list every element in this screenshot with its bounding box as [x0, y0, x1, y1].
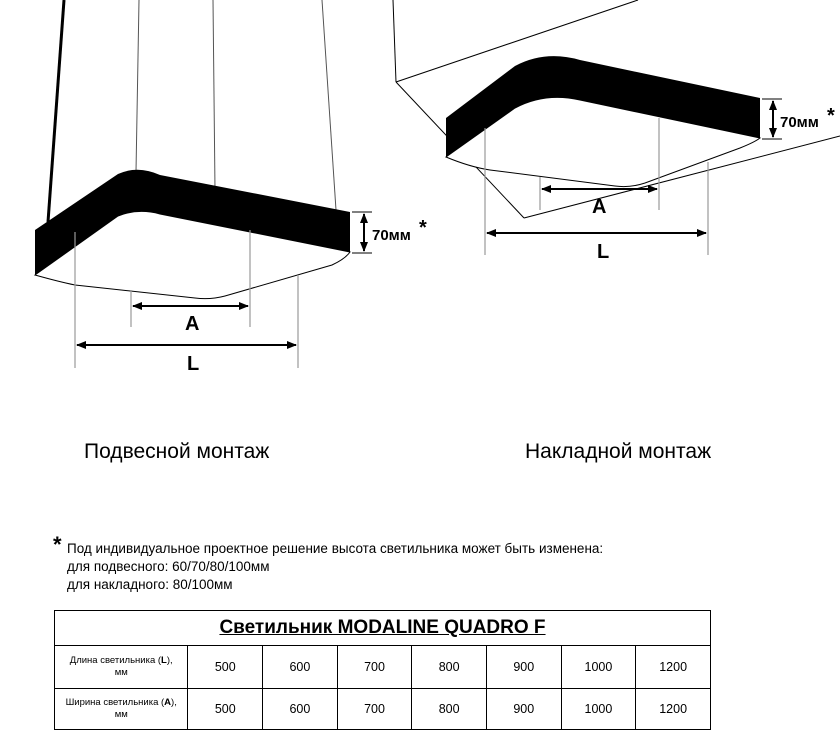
power-cable: [48, 0, 64, 222]
suspended-luminaire: [35, 0, 427, 375]
row-label-width: [55, 689, 188, 730]
suspension-cable: [213, 0, 215, 190]
footnote-line-3: для накладного: 80/100мм: [67, 577, 233, 592]
table-cell: 1000: [561, 689, 636, 730]
row-label-suffix: ),: [166, 655, 173, 666]
table-cell: 800: [412, 646, 487, 689]
table-cell: 900: [486, 646, 561, 689]
table-cell: 700: [337, 689, 412, 730]
table-title: Светильник MODALINE QUADRO F: [55, 611, 711, 646]
table-row-width: [55, 689, 711, 730]
spec-table: [54, 610, 711, 730]
table-cell: 800: [412, 689, 487, 730]
table-cell: 1200: [636, 689, 711, 730]
footnote: [53, 532, 604, 594]
height-asterisk: *: [419, 217, 427, 239]
table-row-length: [55, 646, 711, 689]
footnote-asterisk: *: [53, 532, 62, 557]
ceiling-edge: [393, 0, 396, 82]
width-label: A: [185, 313, 200, 335]
row-label-text: Ширина светильника (: [65, 697, 165, 708]
row-label-key: A: [164, 697, 172, 708]
height-label: 70мм: [780, 114, 819, 131]
row-label-suffix: ),: [171, 697, 177, 708]
table-cell: 500: [188, 646, 263, 689]
suspension-cable: [136, 0, 139, 172]
surface-luminaire: [393, 0, 840, 263]
length-label: L: [597, 241, 610, 263]
row-label-length: [55, 646, 188, 689]
height-label: 70мм: [372, 227, 411, 244]
caption-surface: Накладной монтаж: [525, 440, 712, 463]
length-label: L: [187, 353, 200, 375]
table-cell: 900: [486, 689, 561, 730]
width-label: A: [592, 196, 607, 218]
table-cell: 1000: [561, 646, 636, 689]
table-cell: 600: [263, 689, 338, 730]
caption-suspended: Подвесной монтаж: [84, 440, 270, 463]
footnote-line-2: для подвесного: 60/70/80/100мм: [67, 559, 270, 574]
table-cell: 1200: [636, 646, 711, 689]
height-asterisk: *: [827, 105, 835, 127]
table-cell: 700: [337, 646, 412, 689]
table-cell: 500: [188, 689, 263, 730]
table-cell: 600: [263, 646, 338, 689]
row-label-text: Длина светильника (: [69, 655, 162, 666]
row-label-unit: мм: [114, 667, 128, 678]
suspension-cable: [322, 0, 336, 210]
row-label-unit: мм: [114, 709, 128, 720]
row-label-key: L: [161, 655, 167, 666]
footnote-line-1: Под индивидуальное проектное решение высота светильника может быть изменена:: [67, 541, 604, 556]
